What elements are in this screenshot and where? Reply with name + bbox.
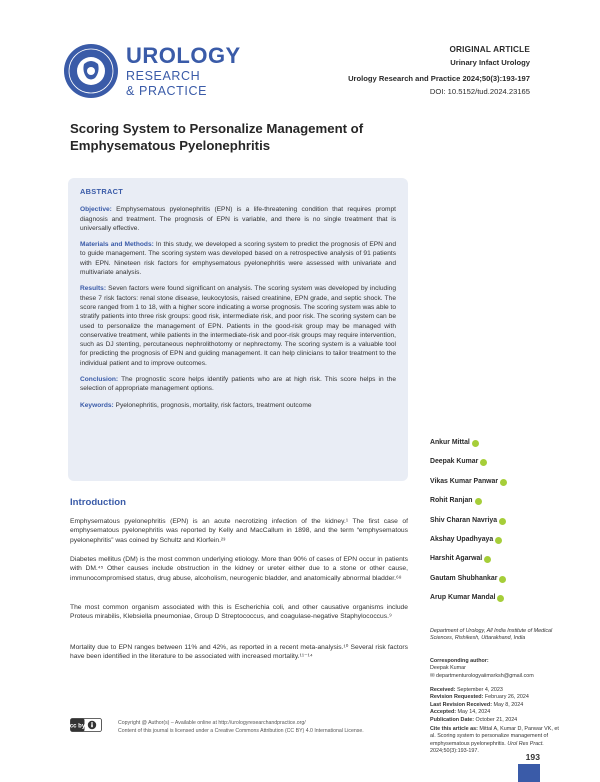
intro-paragraph-2: Diabetes mellitus (DM) is the most common underlying etiology. More than 90% of cases of EPN occur in patients with DM.⁴⁵ Other causes include obstruction in the kidney or ureter either due to a stone or other cause, immunocompromised status, drug abuse, alcoholism, neurogenic bladder, and anatomically abnormal bladder.⁶⁸ [70,556,408,582]
intro-paragraph-1: Emphysematous pyelonephritis (EPN) is an acute necrotizing infection of the kidney.¹ The first case of emphysematous pyelonephritis was reported by Kelly and MacCallum in 1898, and the term “emphysematous pyelonephritis” was coined by Schultz and Klorfein.²³ [70,518,408,544]
author-item: Ankur Mittal [430,439,560,458]
journal-seal-icon [62,42,120,100]
author-item: Rohit Ranjan [430,497,560,516]
author-item: Arup Kumar Mandal [430,594,560,613]
article-dates [430,687,565,724]
intro-paragraph-3: The most common organism associated with this is Escherichia coli, and other causative organisms include Proteus mirabilis, Klebsiella pneumoniae, Group D Streptococcus, and coagulase-negative Staphylococcus.⁹ [70,604,408,621]
orcid-icon[interactable] [475,498,482,505]
author-item: Vikas Kumar Panwar [430,478,560,497]
journal-logo [62,42,241,102]
author-item: Gautam Shubhankar [430,575,560,594]
corresponding-email[interactable]: ✉ departmenturologyaiimsrksh@gmail.com [430,672,534,679]
journal-reference: Urology Research and Practice 2024;50(3):193-197 [348,74,530,83]
date-accepted: Accepted: May 14, 2024 [430,709,491,716]
abstract-methods: Materials and Methods: In this study, we developed a scoring system to predict the prognosis of EPN and to guide management. The scoring system was developed based on a retrospective analysis of 91 patients with EPN. Nineteen risk factors for emphysematous pyelonephritis were assessed with univariate and multivariate analysis. [80,241,396,277]
abstract-keywords: Keywords: Pyelonephritis, prognosis, mortality, risk factors, treatment outcome [80,401,312,409]
brand-line2: RESEARCH [126,69,201,83]
orcid-icon[interactable] [499,518,506,525]
abstract-objective: Objective: Emphysematous pyelonephritis (EPN) is a life-threatening condition that requires prompt diagnosis and treatment. The prognosis of EPN is variable, and there is no single treatment that is universally effective. [80,206,396,232]
cc-badge-text: cc by [70,723,86,730]
page-number-bar [518,764,540,782]
author-item: Deepak Kumar [430,458,560,477]
abstract-conclusion: Conclusion: The prognostic score helps identify patients who are at high risk. This score helps in the selection of appropriate management options. [80,376,396,393]
introduction-heading: Introduction [70,497,126,508]
date-revision-requested: Revision Requested: February 26, 2024 [430,694,529,701]
abstract-box [68,178,408,481]
corresponding-author: Corresponding author: Deepak Kumar ✉ departmenturologyaiimsrksh@gmail.com [430,658,565,680]
date-last-revision: Last Revision Received: May 8, 2024 [430,701,524,708]
copyright-notice: Copyright @ Author(s) – Available online at http://urologyresearchandpractice.org/ Content of this journal is licensed under a Creative Commons Attribution (CC BY) 4.0 International License. [118,720,364,734]
page-number: 193 [525,752,540,762]
orcid-icon[interactable] [472,440,479,447]
article-header-info [348,44,530,98]
creative-commons-icon[interactable] [70,718,102,732]
article-title: Scoring System to Personalize Management of Emphysematous Pyelonephritis [70,121,364,153]
date-received: Received: September 4, 2023 [430,687,503,693]
orcid-icon[interactable] [480,459,487,466]
citation: Cite this article as: Mittal A, Kumar D, Panwar VK, et al. Scoring system to personalize management of emphysematous pyelonephritis. Urol Res Pract. 2024;50(3):193-197. [430,726,559,755]
article-type: ORIGINAL ARTICLE [449,45,530,54]
affiliation: Department of Urology, All India Institute of Medical Sciences, Rishikesh, Uttarakhand, India [430,628,553,642]
author-item: Harshit Agarwal [430,555,560,574]
orcid-icon[interactable] [497,595,504,602]
intro-paragraph-4: Mortality due to EPN ranges between 11% and 42%, as reported in a recent meta-analysis.¹⁰ Several risk factors have been identified in the literature to be associated with increased mortality.¹¹⁻¹⁴ [70,644,408,661]
doi-link[interactable]: DOI: 10.5152/tud.2024.23165 [429,86,530,96]
orcid-icon[interactable] [495,537,502,544]
author-item: Shiv Charan Navriya [430,517,560,536]
abstract-heading: ABSTRACT [80,187,124,196]
brand-line1: UROLOGY [126,43,241,68]
article-subject: Urinary Infact Urology [450,57,530,67]
author-list [430,439,560,614]
date-publication: Publication Date: October 21, 2024 [430,716,518,723]
brand-line3: & PRACTICE [126,83,208,98]
author-item: Akshay Upadhyaya [430,536,560,555]
orcid-icon[interactable] [499,576,506,583]
abstract-results: Results: Seven factors were found significant on analysis. The scoring system was developed by including these 7 risk factors: renal stone disease, leukocytosis, raised creatinine, EPN grade, and septic shock. The score ranged from 1 to 18, with a higher score indicating a worse prognosis. The scoring system was able to stratify patients into three risk groups: good risk, intermediate risk, and poor risk. The scoring system can be used to personalize the management of EPN. Patients in the good-risk group may be managed with conservative treatment, while patients in the intermediate-risk and poor-risk groups may require intervention, such as DJ stenting, percutaneous nephrolithotomy or nephrectomy. The scoring system is a valuable tool for predicting the prognosis of EPN and guiding management. It can help clinicians to tailor treatment to the individual patient and to improve outcomes. [80,285,396,367]
orcid-icon[interactable] [484,556,491,563]
orcid-icon[interactable] [500,479,507,486]
corresponding-name: Deepak Kumar [430,665,466,672]
